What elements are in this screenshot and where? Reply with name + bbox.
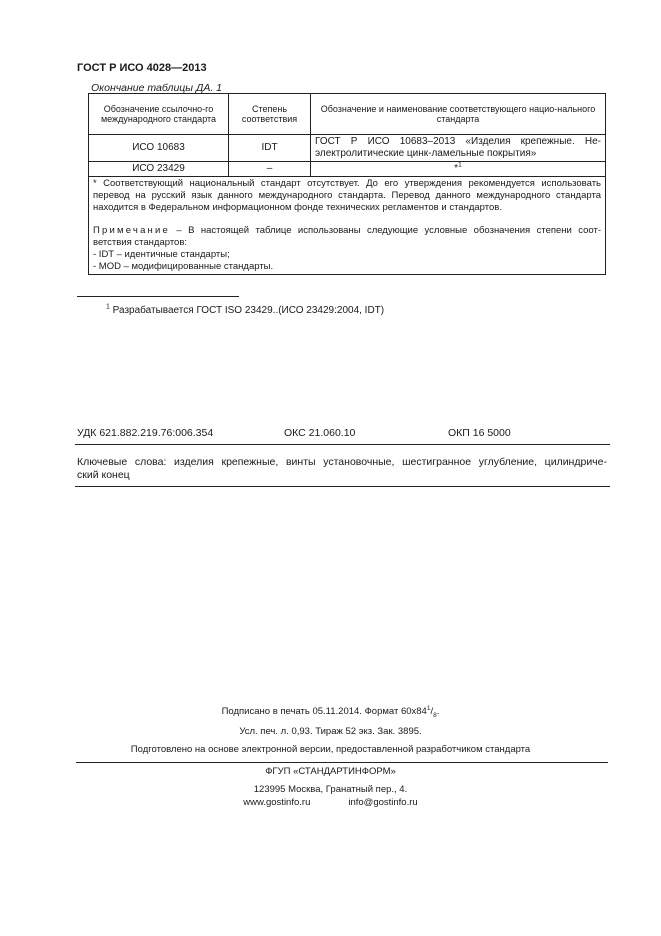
imprint-print-info: Усл. печ. л. 0,93. Тираж 52 экз. Зак. 3895. [239,726,422,737]
cell-national [311,162,606,177]
keywords-line-2: ский конец [77,469,130,481]
divider-keywords [75,486,610,487]
page-header-doc-code: ГОСТ Р ИСО 4028—2013 [77,62,207,74]
cell-national: ГОСТ Р ИСО 10683–2013 «Изделия крепежные. Не-электролитические цинк-ламельные покрытия» [311,135,606,162]
note-label: Примечание [93,225,170,236]
note-text: – В настоящей таблице использованы следующие условные обозначения степени соот-ветствия стандартов: [93,225,601,248]
website-link[interactable]: www.gostinfo.ru [243,797,311,808]
footnote-divider [77,296,239,297]
note-item-idt: - IDT – идентичные стандарты; [93,249,230,260]
note-paragraph [93,225,601,249]
table-header-row [89,94,606,135]
table-notes-row [89,177,606,275]
footnote [106,305,384,316]
asterisk-mark: * [454,163,458,174]
table-notes [89,177,606,275]
divider-imprint [76,762,608,763]
keywords-line-1: Ключевые слова: изделия крепежные, винты установочные, шестигранное углубление, цилиндриче- [77,456,607,468]
cell-degree: – [229,162,311,177]
star-footnote-text: * Соответствующий национальный стандарт отсутствует. До его утверждения рекомендуется использовать перевод на русский язык данного международного стандарта. Перевод данного международного стандарта находится в Федеральном информационном фонде технических регламентов и стандартов. [93,178,601,213]
okp-code: ОКП 16 5000 [448,427,511,439]
imprint-signed: Подписано в печать 05.11.2014. Формат $60х84^1/_8$. [221,704,440,719]
signed-suffix: . [436,706,440,717]
signed-text: Подписано в печать 05.11.2014. Формат 60х84 [221,706,427,717]
column-header-degree: Степень соответствия [229,94,311,135]
imprint-prepared: Подготовлено на основе электронной версии, предоставленной разработчиком стандарта [130,744,531,755]
note-item-mod: - MOD – модифицированные стандарты. [93,261,274,272]
table-row [89,162,606,177]
cell-reference: ИСО 10683 [89,135,229,162]
standards-table [88,93,606,275]
footnote-number: 1 [106,303,110,311]
table-row [89,135,606,162]
oks-code: ОКС 21.060.10 [284,427,356,439]
cell-reference: ИСО 23429 [89,162,229,177]
format-denominator: 8 [433,711,437,719]
email-link[interactable]: info@gostinfo.ru [348,797,418,808]
cell-degree: IDT [229,135,311,162]
udk-code: УДК 621.882.219.76:006.354 [77,427,214,439]
table-caption: Окончание таблицы ДА. 1 [91,82,223,94]
footnote-text: Разрабатывается ГОСТ ISO 23429..(ИСО 23429:2004, IDT) [109,305,385,316]
imprint-publisher: ФГУП «СТАНДАРТИНФОРМ» [265,766,396,777]
imprint-contacts [0,797,661,808]
format-numerator: 1 [426,704,431,712]
footnote-marker: 1 [458,161,462,169]
imprint-address: 123995 Москва, Гранатный пер., 4. [253,784,408,795]
column-header-reference: Обозначение ссылочно-го международного стандарта [89,94,229,135]
divider-top [75,444,610,445]
column-header-national: Обозначение и наименование соответствующего нацио-нального стандарта [311,94,606,135]
